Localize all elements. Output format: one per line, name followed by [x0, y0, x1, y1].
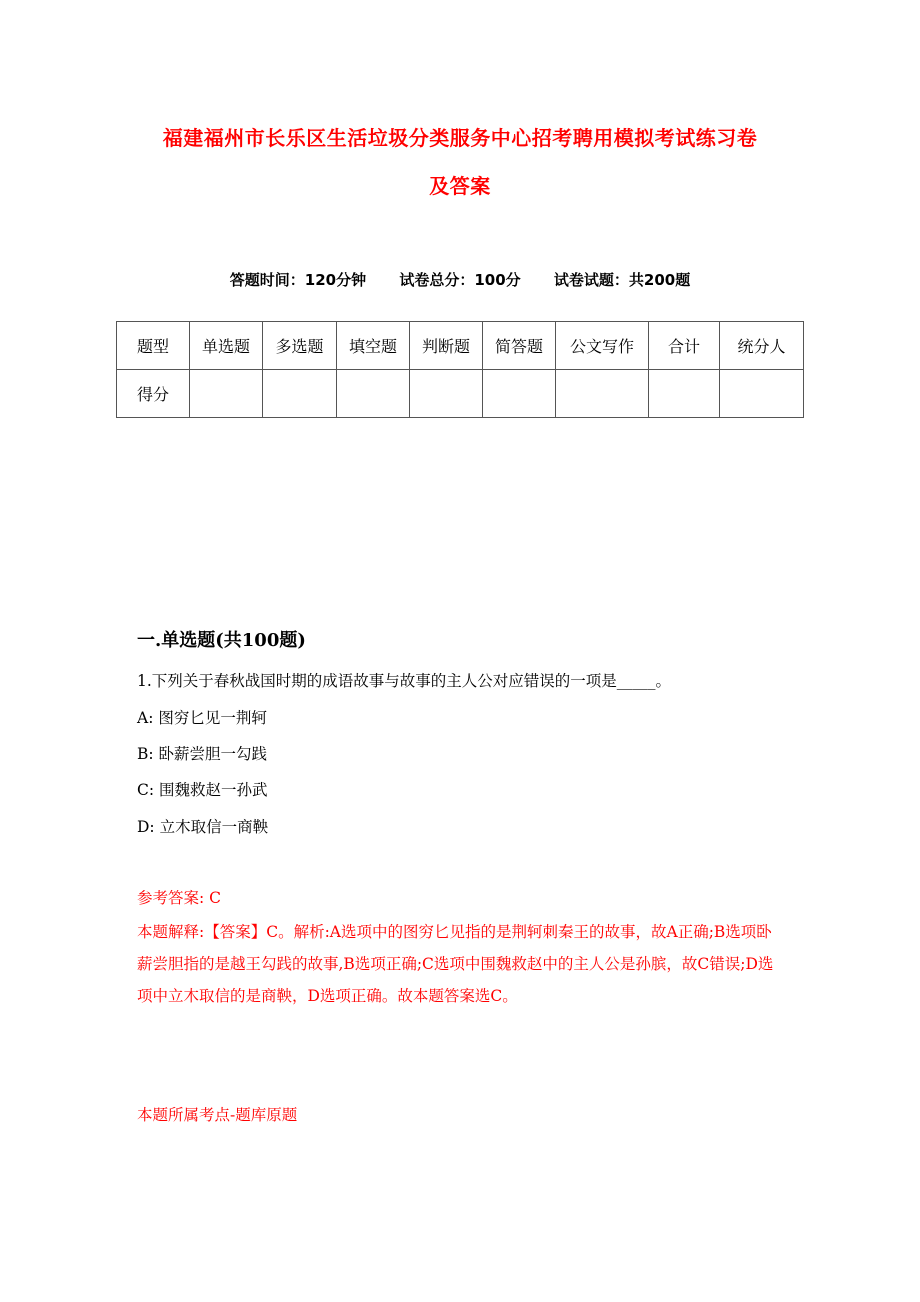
header-cell-short-answer: 简答题 — [483, 322, 556, 370]
exam-total-questions: 试卷试题：共200题 — [553, 271, 691, 289]
exam-total-score: 试卷总分：100分 — [399, 271, 521, 289]
score-cell — [720, 370, 804, 418]
section-heading: 一.单选题(共100题) — [137, 630, 306, 651]
score-cell — [410, 370, 483, 418]
score-cell — [337, 370, 410, 418]
header-cell-scorer: 统分人 — [720, 322, 804, 370]
score-table-header-row — [117, 322, 804, 370]
document-title-line2: 及答案 — [429, 174, 491, 198]
option-a: A: 图穷匕见一荆轲 — [137, 709, 267, 727]
score-table — [116, 321, 804, 418]
header-cell-single-choice: 单选题 — [190, 322, 263, 370]
document-title-line1: 福建福州市长乐区生活垃圾分类服务中心招考聘用模拟考试练习卷 — [162, 126, 758, 150]
score-cell — [263, 370, 337, 418]
option-b: B: 卧薪尝胆一勾践 — [137, 745, 268, 763]
header-cell-multiple-choice: 多选题 — [263, 322, 337, 370]
score-cell — [190, 370, 263, 418]
option-d: D: 立木取信一商鞅 — [137, 818, 269, 836]
row-label-score: 得分 — [117, 370, 190, 418]
header-cell-fill-blank: 填空题 — [337, 322, 410, 370]
score-cell — [483, 370, 556, 418]
exam-time: 答题时间：120分钟 — [229, 271, 367, 289]
answer-explanation: 本题解释:【答案】C。解析:A选项中的图穷匕见指的是荆轲刺秦王的故事，故A正确;B选项卧薪尝胆指的是越王勾践的故事,B选项正确;C选项中围魏救赵中的主人公是孙膑，故C错误;D选项中立木取信的是商鞅，D选项正确。故本题答案选C。 — [137, 923, 774, 1005]
header-cell-total: 合计 — [649, 322, 720, 370]
option-c: C: 围魏救赵一孙武 — [137, 781, 268, 799]
question-stem: 1.下列关于春秋战国时期的成语故事与故事的主人公对应错误的一项是_____。 — [137, 672, 672, 690]
score-cell — [649, 370, 720, 418]
header-cell-official-writing: 公文写作 — [556, 322, 649, 370]
score-cell — [556, 370, 649, 418]
header-cell-true-false: 判断题 — [410, 322, 483, 370]
exam-meta — [0, 269, 920, 290]
header-cell-type: 题型 — [117, 322, 190, 370]
reference-answer: 参考答案: C — [137, 889, 222, 907]
score-table-score-row — [117, 370, 804, 418]
question-source: 本题所属考点-题库原题 — [137, 1106, 298, 1124]
